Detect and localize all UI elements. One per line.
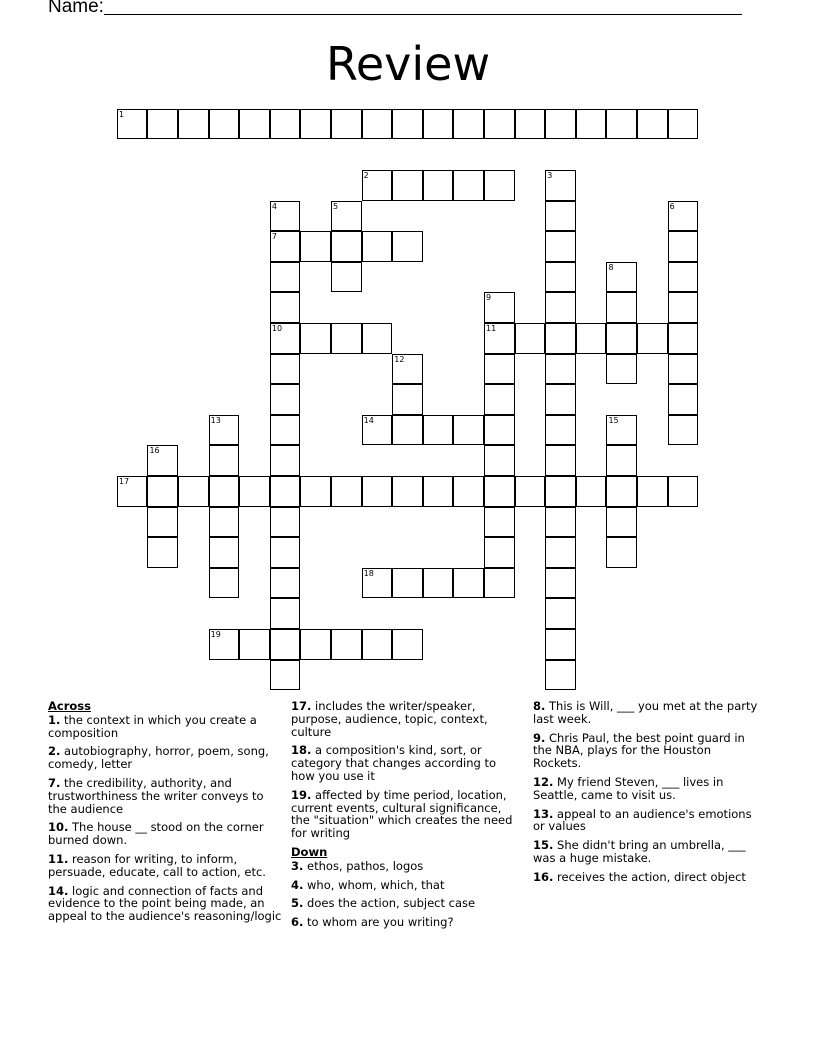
crossword-cell[interactable] bbox=[392, 231, 423, 262]
crossword-cell[interactable] bbox=[147, 109, 178, 140]
crossword-cell[interactable] bbox=[423, 476, 454, 507]
clue-number: 14 bbox=[363, 415, 374, 425]
crossword-cell[interactable] bbox=[270, 201, 301, 232]
crossword-cell[interactable] bbox=[178, 109, 209, 140]
crossword-cell[interactable] bbox=[209, 109, 240, 140]
crossword-cell[interactable] bbox=[300, 476, 331, 507]
crossword-cell[interactable] bbox=[392, 354, 423, 385]
crossword-cell[interactable] bbox=[239, 109, 270, 140]
clue-number: 17 bbox=[118, 477, 130, 487]
clue-number: 7 bbox=[271, 232, 277, 242]
crossword-cell[interactable] bbox=[147, 537, 178, 568]
crossword-cell[interactable] bbox=[484, 445, 515, 476]
crossword-cell[interactable] bbox=[576, 323, 607, 354]
crossword-cell[interactable] bbox=[637, 109, 668, 140]
crossword-cell[interactable] bbox=[484, 568, 515, 599]
crossword-cell[interactable] bbox=[453, 568, 484, 599]
crossword-cell[interactable] bbox=[668, 384, 699, 415]
crossword-cell[interactable] bbox=[545, 323, 576, 354]
crossword-cell[interactable] bbox=[147, 507, 178, 538]
crossword-cell[interactable] bbox=[484, 354, 515, 385]
crossword-cell[interactable] bbox=[606, 507, 637, 538]
crossword-cell[interactable] bbox=[270, 109, 301, 140]
clue-across-19: 19. affected by time period, location, current events, cultural significance, the "situation" which creates the need for writing bbox=[291, 787, 513, 841]
crossword-cell[interactable] bbox=[331, 323, 362, 354]
clue-number: 13 bbox=[210, 415, 221, 425]
crossword-cell[interactable] bbox=[300, 109, 331, 140]
crossword-cell[interactable] bbox=[331, 109, 362, 140]
crossword-cell[interactable] bbox=[668, 323, 699, 354]
crossword-cell[interactable] bbox=[270, 231, 301, 262]
crossword-cell[interactable] bbox=[515, 476, 546, 507]
clue-across-1: 1. the context in which you create a composition bbox=[48, 712, 257, 740]
page-title: Review bbox=[325, 37, 491, 91]
clue-number: 10 bbox=[271, 324, 283, 334]
crossword-cell[interactable] bbox=[423, 109, 454, 140]
crossword-cell[interactable] bbox=[270, 660, 301, 691]
crossword-cell[interactable] bbox=[362, 231, 393, 262]
crossword-cell[interactable] bbox=[606, 262, 637, 293]
clue-number: 1 bbox=[118, 109, 124, 119]
clue-across-7: 7. the credibility, authority, and trustworthiness the writer conveys to the audience bbox=[48, 775, 264, 816]
crossword-cell[interactable] bbox=[606, 476, 637, 507]
crossword-cell[interactable] bbox=[209, 415, 240, 446]
clue-number: 3 bbox=[547, 171, 553, 181]
clue-number: 9 bbox=[486, 293, 492, 303]
crossword-cell[interactable] bbox=[239, 476, 270, 507]
crossword-cell[interactable] bbox=[576, 476, 607, 507]
crossword-cell[interactable] bbox=[545, 354, 576, 385]
crossword-cell[interactable] bbox=[423, 568, 454, 599]
crossword-cell[interactable] bbox=[545, 537, 576, 568]
clue-across-18: 18. a composition's kind, sort, or category that changes according to how you use it bbox=[291, 743, 496, 783]
crossword-cell[interactable] bbox=[545, 170, 576, 201]
clue-number: 15 bbox=[608, 415, 619, 425]
crossword-cell[interactable] bbox=[147, 476, 178, 507]
clues-column-2 bbox=[291, 700, 517, 935]
crossword-cell[interactable] bbox=[270, 384, 301, 415]
crossword-cell[interactable] bbox=[484, 292, 515, 323]
crossword-cell[interactable] bbox=[270, 507, 301, 538]
crossword-cell[interactable] bbox=[270, 292, 301, 323]
crossword-cell[interactable] bbox=[484, 415, 515, 446]
crossword-cell[interactable] bbox=[300, 323, 331, 354]
crossword-cell[interactable] bbox=[484, 384, 515, 415]
crossword-cell[interactable] bbox=[668, 109, 699, 140]
crossword-cell[interactable] bbox=[362, 323, 393, 354]
crossword-cell[interactable] bbox=[606, 537, 637, 568]
crossword-cell[interactable] bbox=[545, 568, 576, 599]
clues-column-3 bbox=[533, 700, 759, 890]
crossword-cell[interactable] bbox=[362, 109, 393, 140]
clue-down-13: 13. appeal to an audience's emotions or values bbox=[533, 806, 752, 834]
name-label: Name: bbox=[48, 0, 104, 17]
crossword-cell[interactable] bbox=[668, 262, 699, 293]
crossword-cell[interactable] bbox=[392, 568, 423, 599]
crossword-cell[interactable] bbox=[178, 476, 209, 507]
crossword-cell[interactable] bbox=[117, 476, 148, 507]
crossword-cell[interactable] bbox=[423, 170, 454, 201]
crossword-cell[interactable] bbox=[392, 629, 423, 660]
crossword-cell[interactable] bbox=[668, 231, 699, 262]
clue-down-6: 6. to whom are you writing? bbox=[291, 915, 454, 930]
clue-number: 6 bbox=[669, 201, 675, 211]
crossword-cell[interactable] bbox=[484, 323, 515, 354]
clue-number: 5 bbox=[333, 201, 339, 211]
crossword-cell[interactable] bbox=[484, 507, 515, 538]
clue-across-14: 14. logic and connection of facts and evidence to the point being made, an appeal to the audience's reasoning/logic bbox=[48, 883, 282, 924]
crossword-cell[interactable] bbox=[545, 629, 576, 660]
crossword-cell[interactable] bbox=[545, 109, 576, 140]
crossword-cell[interactable] bbox=[331, 629, 362, 660]
crossword-cell[interactable] bbox=[362, 568, 393, 599]
clue-number: 2 bbox=[363, 171, 369, 181]
clue-across-10: 10. The house __ stood on the corner burned down. bbox=[48, 820, 264, 848]
crossword-cell[interactable] bbox=[453, 109, 484, 140]
crossword-cell[interactable] bbox=[668, 476, 699, 507]
crossword-cell[interactable] bbox=[270, 537, 301, 568]
crossword-cell[interactable] bbox=[545, 415, 576, 446]
clue-down-4: 4. who, whom, which, that bbox=[291, 877, 445, 892]
crossword-cell[interactable] bbox=[362, 415, 393, 446]
crossword-cell[interactable] bbox=[270, 445, 301, 476]
crossword-cell[interactable] bbox=[484, 537, 515, 568]
crossword-cell[interactable] bbox=[270, 598, 301, 629]
crossword-cell[interactable] bbox=[668, 415, 699, 446]
crossword-cell[interactable] bbox=[545, 201, 576, 232]
crossword-cell[interactable] bbox=[362, 170, 393, 201]
crossword-cell[interactable] bbox=[515, 109, 546, 140]
crossword-cell[interactable] bbox=[484, 170, 515, 201]
crossword-cell[interactable] bbox=[545, 262, 576, 293]
clue-number: 4 bbox=[271, 201, 277, 211]
crossword-cell[interactable] bbox=[331, 201, 362, 232]
crossword-cell[interactable] bbox=[637, 323, 668, 354]
crossword-cell[interactable] bbox=[453, 170, 484, 201]
crossword-cell[interactable] bbox=[209, 507, 240, 538]
crossword-cell[interactable] bbox=[392, 109, 423, 140]
clue-down-3: 3. ethos, pathos, logos bbox=[291, 858, 424, 873]
clue-number: 16 bbox=[149, 446, 160, 456]
crossword-cell[interactable] bbox=[576, 109, 607, 140]
crossword-cell[interactable] bbox=[209, 537, 240, 568]
clue-down-9: 9. Chris Paul, the best point guard in the NBA, plays for the Houston Rockets. bbox=[533, 730, 745, 771]
crossword-cell[interactable] bbox=[545, 292, 576, 323]
crossword-cell[interactable] bbox=[545, 598, 576, 629]
crossword-cell[interactable] bbox=[362, 476, 393, 507]
crossword-cell[interactable] bbox=[453, 415, 484, 446]
crossword-cell[interactable] bbox=[270, 629, 301, 660]
down-heading: Down bbox=[291, 844, 328, 859]
crossword-cell[interactable] bbox=[423, 415, 454, 446]
crossword-cell[interactable] bbox=[239, 629, 270, 660]
crossword-cell[interactable] bbox=[545, 476, 576, 507]
crossword-cell[interactable] bbox=[545, 445, 576, 476]
clue-down-15: 15. She didn't bring an umbrella, ___ was a huge mistake. bbox=[533, 838, 746, 865]
crossword-cell[interactable] bbox=[209, 568, 240, 599]
crossword-cell[interactable] bbox=[453, 476, 484, 507]
clue-number: 12 bbox=[394, 354, 405, 364]
clue-across-11: 11. reason for writing, to inform, persuade, educate, call to action, etc. bbox=[48, 851, 266, 879]
crossword-cell[interactable] bbox=[637, 476, 668, 507]
crossword-cell[interactable] bbox=[606, 445, 637, 476]
clue-number: 18 bbox=[363, 568, 374, 578]
crossword-cell[interactable] bbox=[117, 109, 148, 140]
clues-column-1 bbox=[48, 700, 284, 929]
clue-number: 11 bbox=[486, 324, 497, 334]
clue-down-12: 12. My friend Steven, ___ lives in Seattle, came to visit us. bbox=[533, 774, 724, 802]
crossword-cell[interactable] bbox=[392, 170, 423, 201]
clue-number: 19 bbox=[210, 630, 221, 640]
crossword-cell[interactable] bbox=[300, 629, 331, 660]
crossword-cell[interactable] bbox=[392, 415, 423, 446]
crossword-cell[interactable] bbox=[331, 476, 362, 507]
crossword-cell[interactable] bbox=[668, 354, 699, 385]
clue-number: 8 bbox=[608, 262, 614, 272]
clue-across-2: 2. autobiography, horror, poem, song, comedy, letter bbox=[48, 744, 269, 772]
crossword-cell[interactable] bbox=[606, 354, 637, 385]
crossword-cell[interactable] bbox=[668, 292, 699, 323]
crossword-cell[interactable] bbox=[270, 568, 301, 599]
clue-down-5: 5. does the action, subject case bbox=[291, 896, 476, 911]
clue-across-17: 17. includes the writer/speaker, purpose, audience, topic, context, culture bbox=[291, 699, 488, 739]
crossword-cell[interactable] bbox=[484, 476, 515, 507]
crossword-cell[interactable] bbox=[545, 660, 576, 691]
crossword-cell[interactable] bbox=[392, 384, 423, 415]
crossword-cell[interactable] bbox=[545, 231, 576, 262]
across-heading: Across bbox=[48, 699, 91, 713]
crossword-cell[interactable] bbox=[209, 629, 240, 660]
crossword-cell[interactable] bbox=[545, 384, 576, 415]
crossword-cell[interactable] bbox=[147, 445, 178, 476]
crossword-cell[interactable] bbox=[392, 476, 423, 507]
crossword-cell[interactable] bbox=[270, 354, 301, 385]
crossword-cell[interactable] bbox=[606, 415, 637, 446]
crossword-cell[interactable] bbox=[545, 507, 576, 538]
crossword-cell[interactable] bbox=[606, 323, 637, 354]
clue-down-8: 8. This is Will, ___ you met at the party last week. bbox=[533, 699, 758, 726]
crossword-cell[interactable] bbox=[331, 262, 362, 293]
crossword-cell[interactable] bbox=[515, 323, 546, 354]
crossword-cell[interactable] bbox=[606, 292, 637, 323]
crossword-cell[interactable] bbox=[209, 476, 240, 507]
crossword-cell[interactable] bbox=[331, 231, 362, 262]
crossword-cell[interactable] bbox=[668, 201, 699, 232]
crossword-cell[interactable] bbox=[270, 476, 301, 507]
clue-down-16: 16. receives the action, direct object bbox=[533, 869, 746, 884]
crossword-cell[interactable] bbox=[270, 323, 301, 354]
crossword-cell[interactable] bbox=[362, 629, 393, 660]
crossword-cell[interactable] bbox=[484, 109, 515, 140]
crossword-cell[interactable] bbox=[300, 231, 331, 262]
crossword-cell[interactable] bbox=[209, 445, 240, 476]
crossword-cell[interactable] bbox=[270, 262, 301, 293]
crossword-cell[interactable] bbox=[606, 109, 637, 140]
crossword-cell[interactable] bbox=[270, 415, 301, 446]
